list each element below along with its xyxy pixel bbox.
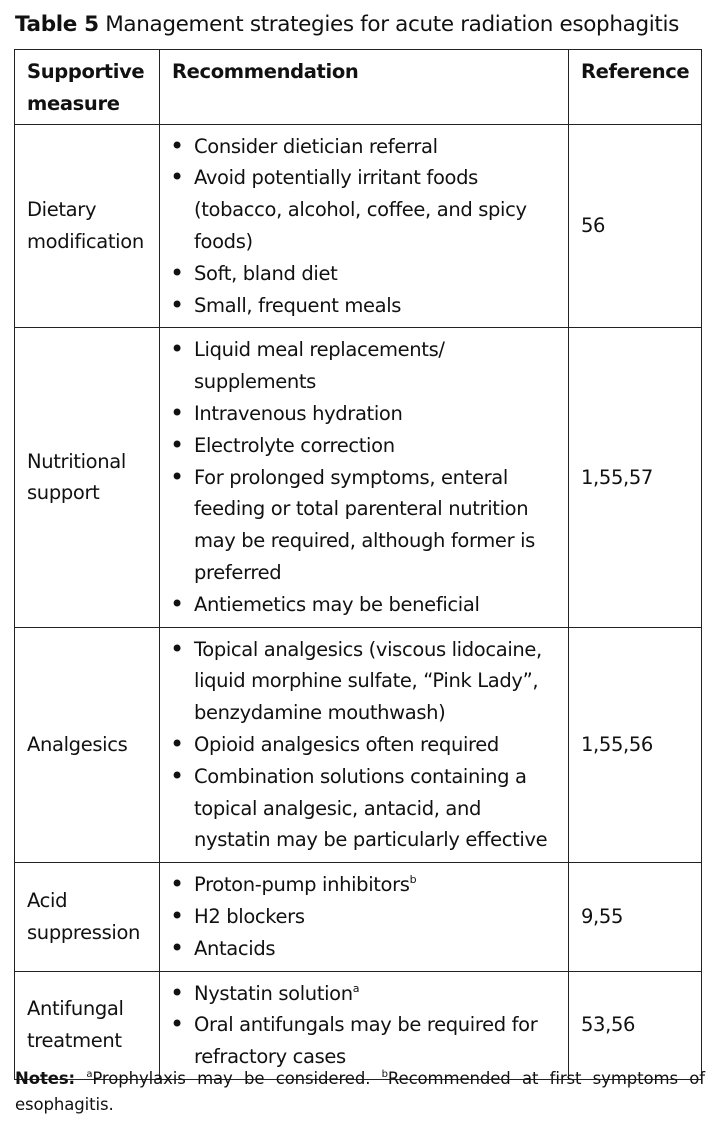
- list-item: • Topical analgesics (viscous lidocaine, liquid morphine sulfate, “Pink Lady”, benzydamine mouthwash): [170, 634, 560, 729]
- list-item: • Opioid analgesics often required: [170, 729, 560, 761]
- recommendation-list: [170, 334, 560, 620]
- list-item: • Nystatin solution$^a$: [170, 978, 560, 1010]
- header-supportive-measure: Supportive measure: [15, 50, 160, 125]
- footnote-marker: a: [352, 981, 360, 995]
- recommendation-cell: [160, 971, 569, 1079]
- table-caption: [15, 8, 715, 42]
- list-item: • Proton-pump inhibitors$^b$: [170, 869, 560, 901]
- recommendation-list: [170, 634, 560, 857]
- table-body: [15, 124, 702, 1079]
- note-b-text: Recommended at first symptoms of esophagitis.: [15, 1069, 705, 1114]
- list-item: • Intravenous hydration: [170, 398, 560, 430]
- notes-label: Notes:: [15, 1069, 76, 1088]
- reference-cell: 53,56: [569, 971, 702, 1079]
- list-item: • Electrolyte correction: [170, 430, 560, 462]
- recommendation-list: [170, 978, 560, 1073]
- note-a-text: Prophylaxis may be considered.: [92, 1069, 371, 1088]
- list-item: • For prolonged symptoms, enteral feeding or total parenteral nutrition may be required, although former is preferred: [170, 462, 560, 589]
- recommendation-cell: [160, 863, 569, 971]
- recommendation-cell: [160, 124, 569, 328]
- header-recommendation: Recommendation: [160, 50, 569, 125]
- list-item: • Small, frequent meals: [170, 290, 560, 322]
- note-a-marker: a: [86, 1069, 93, 1080]
- table-row: [15, 328, 702, 627]
- supportive-measure-cell: Analgesics: [15, 627, 160, 863]
- list-item: • Avoid potentially irritant foods (tobacco, alcohol, coffee, and spicy foods): [170, 162, 560, 257]
- list-item: • Antiemetics may be beneficial: [170, 589, 560, 621]
- list-item: • Consider dietician referral: [170, 131, 560, 163]
- list-item: • Liquid meal replacements/ supplements: [170, 334, 560, 398]
- caption-label: Table 5: [15, 12, 99, 37]
- supportive-measure-cell: Acid suppression: [15, 863, 160, 971]
- recommendation-cell: [160, 627, 569, 863]
- list-item: • Soft, bland diet: [170, 258, 560, 290]
- table-row: [15, 627, 702, 863]
- list-item: • Combination solutions containing a topical analgesic, antacid, and nystatin may be particularly effective: [170, 761, 560, 856]
- table-notes: [15, 1066, 705, 1118]
- list-item: • Antacids: [170, 933, 560, 965]
- reference-cell: 56: [569, 124, 702, 328]
- note-b-marker: b: [381, 1069, 388, 1080]
- caption-title: Management strategies for acute radiation esophagitis: [105, 12, 679, 37]
- list-item: • Oral antifungals may be required for refractory cases: [170, 1009, 560, 1073]
- reference-cell: 1,55,57: [569, 328, 702, 627]
- table-row: [15, 124, 702, 328]
- header-reference: Reference: [569, 50, 702, 125]
- table-header-row: [15, 50, 702, 125]
- list-item: • H2 blockers: [170, 901, 560, 933]
- footnote-marker: b: [409, 873, 417, 887]
- table-row: [15, 863, 702, 971]
- supportive-measure-cell: Dietary modification: [15, 124, 160, 328]
- reference-cell: 9,55: [569, 863, 702, 971]
- reference-cell: 1,55,56: [569, 627, 702, 863]
- supportive-measure-cell: Antifungal treatment: [15, 971, 160, 1079]
- recommendation-cell: [160, 328, 569, 627]
- recommendation-list: [170, 131, 560, 322]
- recommendation-list: [170, 869, 560, 964]
- supportive-measure-cell: Nutritional support: [15, 328, 160, 627]
- management-table: [14, 49, 702, 1080]
- table-row: [15, 971, 702, 1079]
